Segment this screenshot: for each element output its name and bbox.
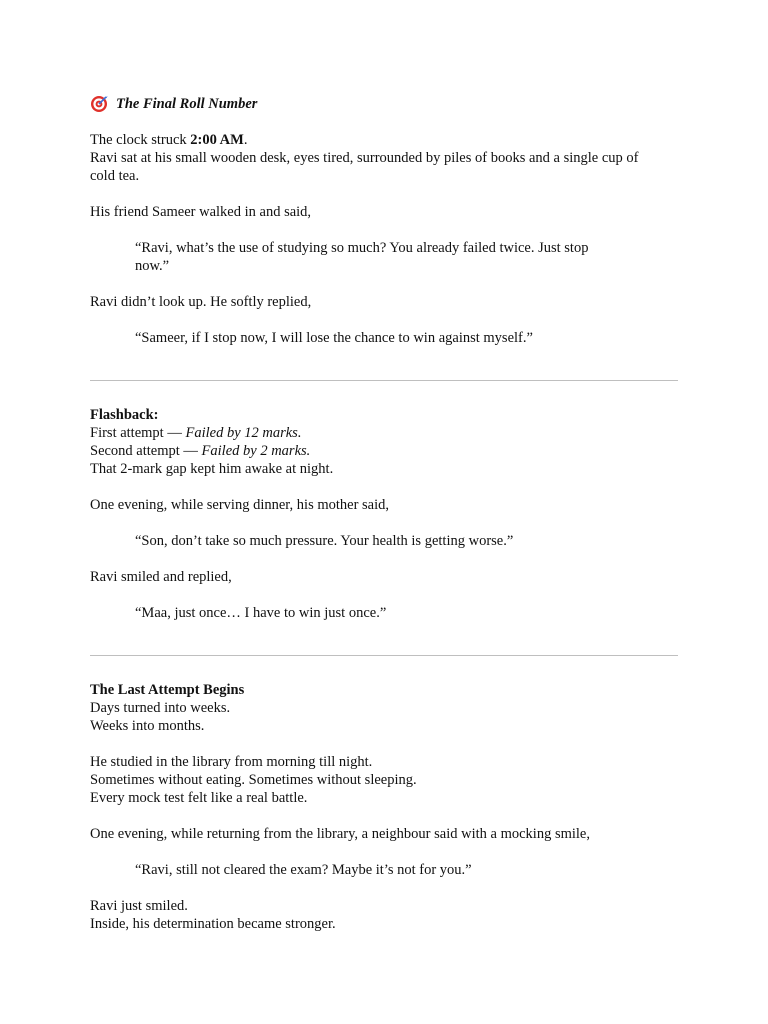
clock-time: 2:00 AM: [190, 132, 244, 148]
last-attempt-heading: The Last Attempt Begins: [90, 682, 245, 698]
flashback-gap-line: That 2-mark gap kept him awake at night.: [90, 461, 334, 477]
document-page: [90, 95, 680, 933]
paragraph-clock: The clock struck 2:00 AM.: [90, 132, 248, 148]
quote-neighbour: “Ravi, still not cleared the exam? Maybe it’s not for you.”: [135, 862, 472, 878]
paragraph-reply: Ravi didn’t look up. He softly replied,: [90, 294, 312, 310]
last-attempt-line-1: Days turned into weeks.: [90, 700, 231, 716]
quote-ravi-reply: “Sameer, if I stop now, I will lose the chance to win against myself.”: [135, 330, 533, 346]
quote-mother: “Son, don’t take so much pressure. Your health is getting worse.”: [135, 533, 514, 549]
paragraph-ending-2: Inside, his determination became stronger.: [90, 916, 336, 932]
story-title-row: [90, 95, 680, 113]
flashback-attempt-1: First attempt — Failed by 12 marks.: [90, 425, 302, 441]
paragraph-library-1: He studied in the library from morning till night.: [90, 754, 373, 770]
paragraph-mother: One evening, while serving dinner, his mother said,: [90, 497, 390, 513]
paragraph-sameer: His friend Sameer walked in and said,: [90, 204, 312, 220]
quote-sameer: “Ravi, what’s the use of studying so much? You already failed twice. Just stop now.”: [135, 240, 589, 274]
paragraph-ravi-smiled: Ravi smiled and replied,: [90, 569, 232, 585]
flashback-heading: Flashback:: [90, 407, 159, 423]
paragraph-neighbour: One evening, while returning from the library, a neighbour said with a mocking smile,: [90, 826, 590, 842]
paragraph-library-2: Sometimes without eating. Sometimes without sleeping.: [90, 772, 417, 788]
target-icon: [90, 95, 108, 113]
paragraph-library-3: Every mock test felt like a real battle.: [90, 790, 308, 806]
quote-maa: “Maa, just once… I have to win just once.”: [135, 605, 387, 621]
flashback-attempt-2: Second attempt — Failed by 2 marks.: [90, 443, 311, 459]
paragraph-desk: Ravi sat at his small wooden desk, eyes tired, surrounded by piles of books and a single cup of: [90, 150, 639, 166]
paragraph-desk-cont: cold tea.: [90, 168, 140, 184]
paragraph-ending-1: Ravi just smiled.: [90, 898, 188, 914]
last-attempt-line-2: Weeks into months.: [90, 718, 205, 734]
story-title: The Final Roll Number: [116, 96, 258, 112]
